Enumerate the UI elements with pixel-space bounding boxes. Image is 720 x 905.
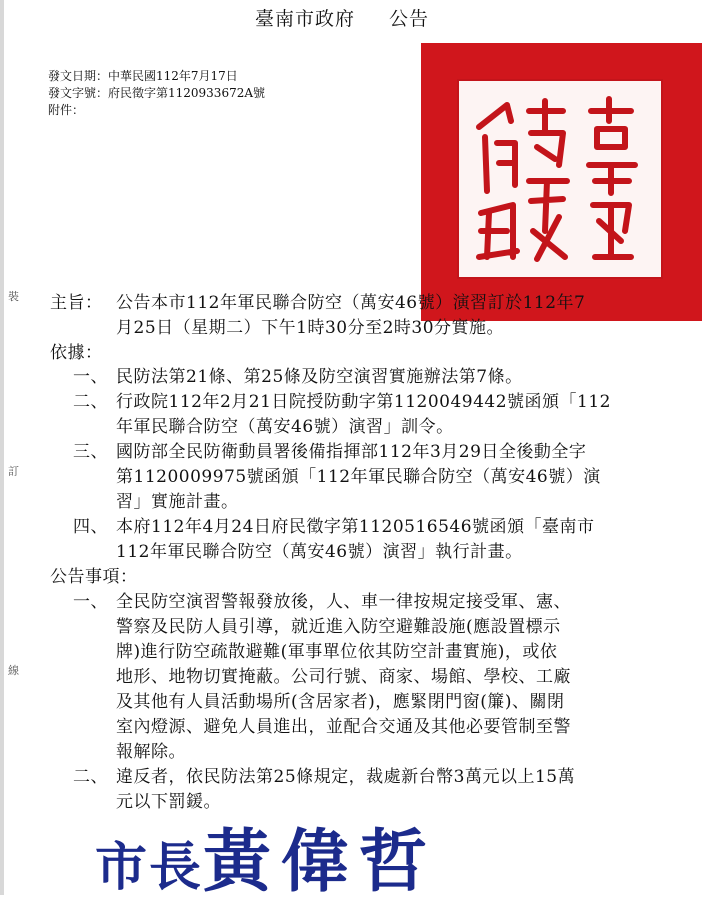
notice-item-2-line-1: 違反者，依民防法第25條規定，裁處新台幣3萬元以上15萬	[116, 767, 576, 787]
notice-item-2-line-2: 元以下罰鍰。	[116, 792, 221, 812]
basis-item-2-line-2: 年軍民聯合防空（萬安46號）演習」訓令。	[116, 417, 454, 437]
doc-type: 公告	[389, 8, 430, 30]
binding-mark-ding: 訂	[8, 465, 19, 478]
basis-item-2-line-1: 行政院112年2月21日院授防動字第1120049442號函頒「112	[116, 392, 612, 412]
notice-item-1-line-4: 地形、地物切實掩蔽。公司行號、商家、場館、學校、工廠	[116, 667, 571, 687]
notice-item-2-marker: 二、	[73, 767, 108, 787]
notice-item-1-line-7: 報解除。	[116, 742, 186, 762]
notice-item-1-marker: 一、	[73, 592, 108, 612]
notice-item-1-line-5: 及其他有人員活動場所(含居家者)，應緊閉門窗(簾)、關閉	[116, 692, 565, 712]
basis-item-3-line-2: 第1120009975號函頒「112年軍民聯合防空（萬安46號）演	[116, 467, 601, 487]
document-meta	[48, 68, 265, 119]
page-title	[255, 4, 429, 31]
subject-line-1: 公告本市112年軍民聯合防空（萬安46號）演習訂於112年7	[116, 293, 586, 313]
mayor-signature	[95, 808, 437, 905]
attachment-label: 附件：	[48, 103, 85, 117]
subject-label: 主旨：	[50, 293, 103, 313]
notice-item-1-line-2: 警察及民防人員引導，就近進入防空避難設施(應設置標示	[116, 617, 561, 637]
basis-label: 依據：	[50, 343, 103, 363]
notice-item-1-line-1: 全民防空演習警報發放後，人、車一律按規定接受軍、憲、	[116, 592, 571, 612]
basis-item-4-line-2: 112年軍民聯合防空（萬安46號）演習」執行計畫。	[116, 542, 523, 562]
basis-item-3-line-3: 習」實施計畫。	[116, 492, 239, 512]
agency-name: 臺南市政府	[255, 8, 356, 30]
signature-title: 市長	[95, 837, 204, 898]
issue-date: 發文日期：中華民國112年7月17日	[48, 69, 238, 83]
notice-item-1-line-6: 室內燈源、避免人員進出，並配合交通及其他必要管制至警	[116, 717, 571, 737]
seal-glyph-strokes	[459, 81, 665, 281]
issue-number: 發文字號：府民徵字第1120933672A號	[48, 86, 266, 100]
binding-mark-zhuang: 裝	[8, 290, 19, 303]
notice-label: 公告事項：	[50, 567, 138, 587]
basis-item-2-marker: 二、	[73, 392, 108, 412]
notice-item-1-line-3: 牌)進行防空疏散避難(軍事單位依其防空計畫實施)，或依	[116, 642, 558, 662]
seal-center	[457, 79, 663, 279]
subject-line-2: 月25日（星期二）下午1時30分至2時30分實施。	[116, 318, 505, 338]
signature-name: 黃偉哲	[203, 822, 438, 902]
basis-item-3-marker: 三、	[73, 442, 108, 462]
basis-item-1-marker: 一、	[73, 367, 108, 387]
basis-item-4-marker: 四、	[73, 517, 108, 537]
basis-item-1-line-1: 民防法第21條、第25條及防空演習實施辦法第7條。	[116, 367, 523, 387]
binding-mark-xian: 線	[8, 664, 19, 677]
official-seal	[421, 43, 702, 321]
basis-item-3-line-1: 國防部全民防衛動員署後備指揮部112年3月29日全後動全字	[116, 442, 587, 462]
basis-item-4-line-1: 本府112年4月24日府民徵字第1120516546號函頒「臺南市	[116, 517, 595, 537]
page-edge	[0, 0, 4, 895]
